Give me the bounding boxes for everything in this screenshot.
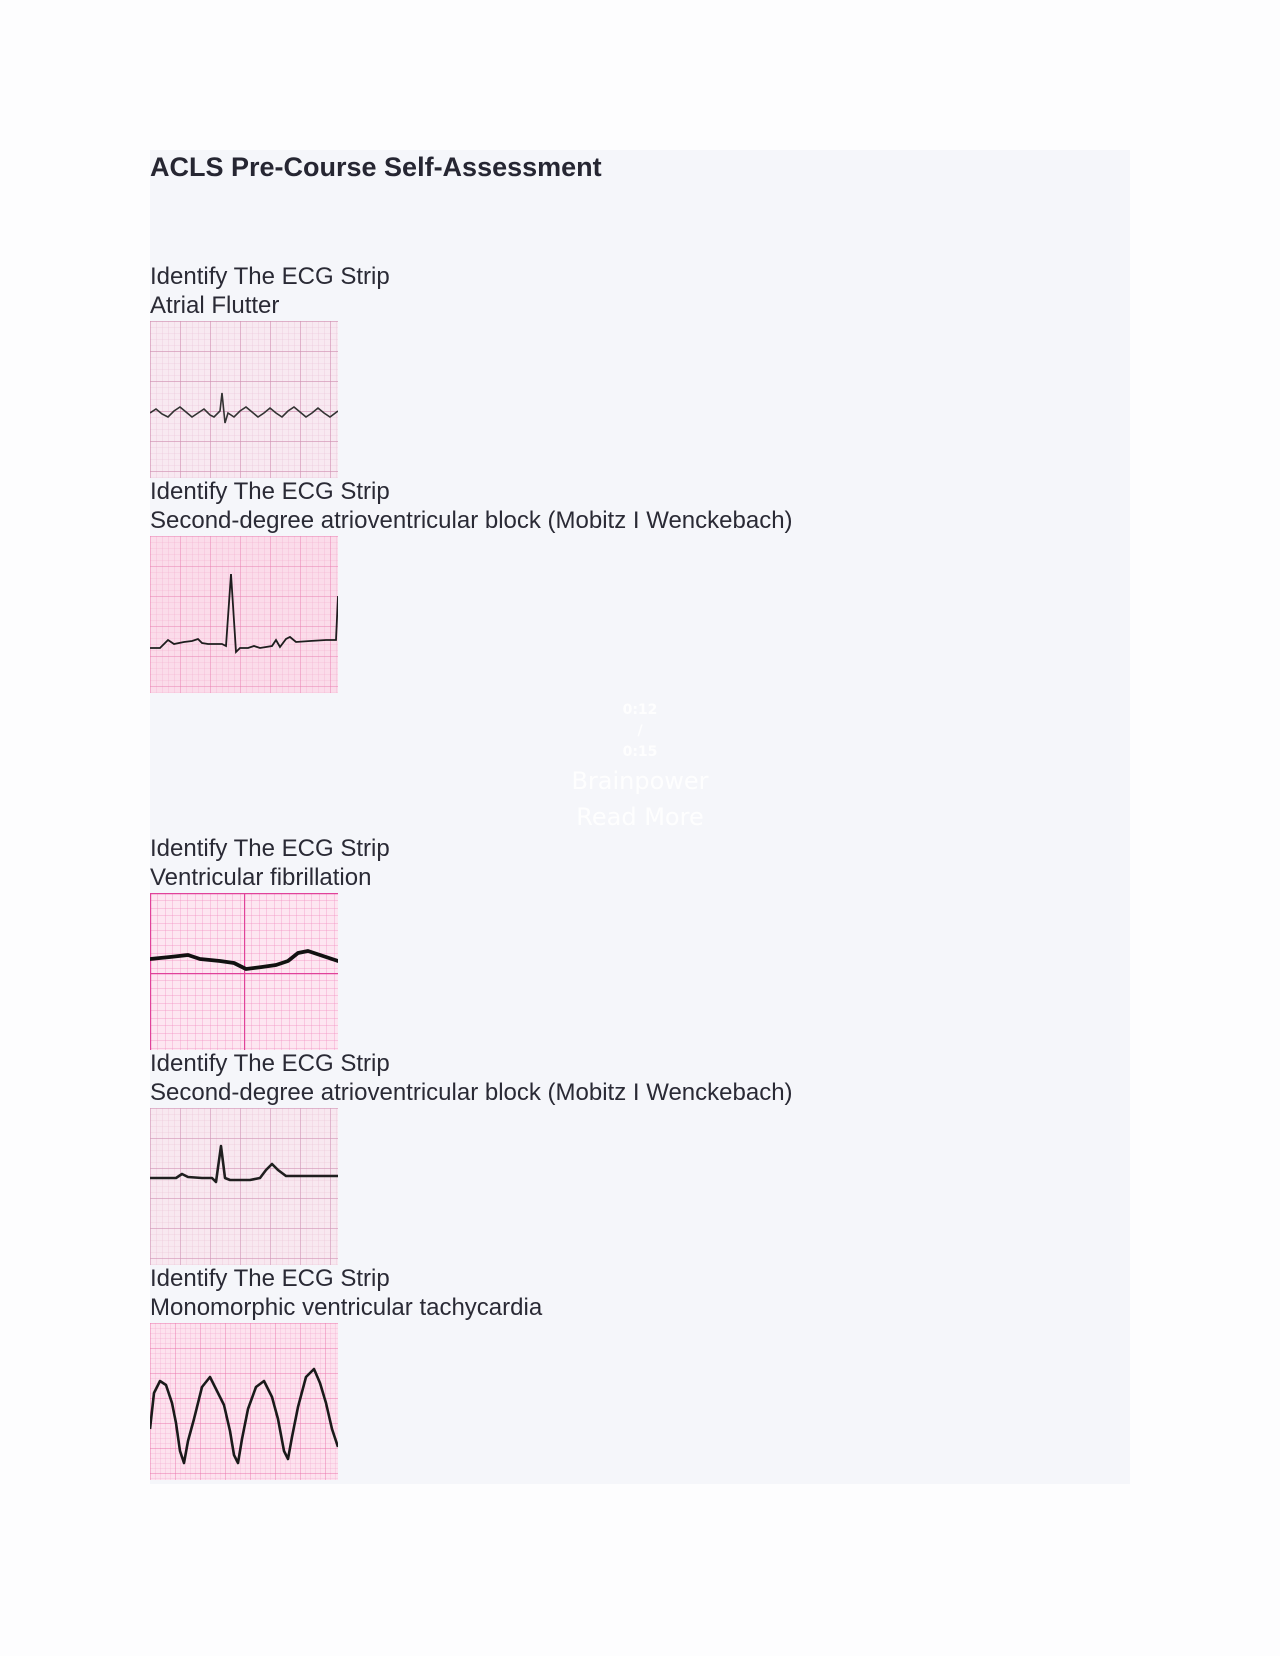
video-duration: 0:15 — [622, 744, 658, 760]
question-label: Identify The ECG Strip — [150, 1050, 390, 1077]
question-block — [150, 834, 390, 1050]
question-label: Identify The ECG Strip — [150, 478, 390, 505]
question-answer: Atrial Flutter — [150, 292, 280, 319]
monomorphic-vt-ecg-image — [150, 1323, 338, 1480]
question-block — [150, 477, 793, 693]
question-label: Identify The ECG Strip — [150, 1265, 390, 1292]
ventricular-fibrillation-ecg-image — [150, 893, 338, 1050]
question-answer: Monomorphic ventricular tachycardia — [150, 1294, 543, 1321]
question-answer: Ventricular fibrillation — [150, 864, 372, 891]
question-block — [150, 1264, 542, 1480]
mobitz-i-ecg-image — [150, 536, 338, 693]
document-page — [150, 150, 1130, 1484]
question-answer: Second-degree atrioventricular block (Mobitz I Wenckebach) — [150, 507, 793, 534]
video-current-time: 0:12 — [622, 702, 658, 718]
video-brand-label: Brainpower — [571, 767, 709, 795]
question-label: Identify The ECG Strip — [150, 835, 390, 862]
read-more-link[interactable]: Read More — [576, 803, 704, 831]
video-time-separator: / — [637, 723, 643, 739]
question-answer: Second-degree atrioventricular block (Mobitz I Wenckebach) — [150, 1079, 793, 1106]
question-block — [150, 1049, 793, 1265]
video-overlay[interactable] — [540, 700, 740, 835]
mobitz-i-ecg-image — [150, 1108, 338, 1265]
question-label: Identify The ECG Strip — [150, 263, 390, 290]
question-block — [150, 262, 390, 478]
page-title: ACLS Pre-Course Self-Assessment — [150, 152, 602, 182]
atrial-flutter-ecg-image — [150, 321, 338, 478]
